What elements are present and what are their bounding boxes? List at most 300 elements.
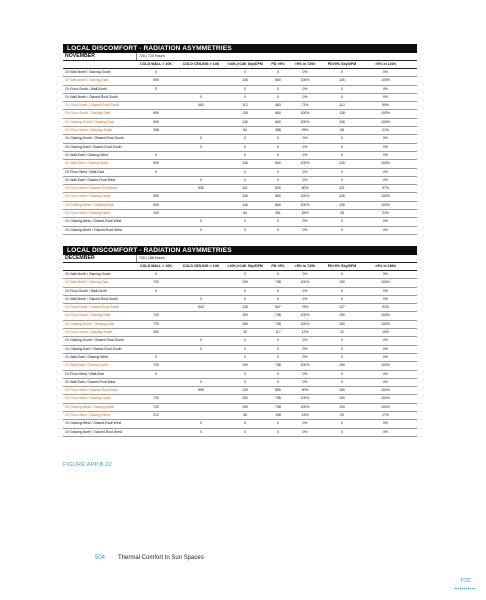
table-cell: 189: [242, 321, 248, 326]
table-cell: 100%: [381, 404, 390, 409]
table-cell: 595: [198, 388, 204, 393]
table-cell: 0: [341, 354, 343, 359]
table-cell: 190: [242, 363, 248, 368]
table-cell: 0: [155, 169, 157, 174]
table-row: [63, 152, 417, 160]
table-cell: 0: [200, 227, 202, 232]
table-cell: 190: [339, 321, 345, 326]
table-cell: 0%: [302, 371, 308, 376]
table-cell: 738: [275, 313, 281, 318]
table-row: [63, 271, 417, 279]
table-cell: [178, 152, 224, 159]
table-cell: 388: [275, 128, 281, 133]
table-cell: 0: [341, 227, 343, 232]
table-cell: 0: [244, 288, 246, 293]
row-label: Ch Glazing-South / Glazing-East: [65, 321, 114, 326]
table-cell: 0: [341, 288, 343, 293]
table-cell: 100%: [300, 363, 310, 368]
table-cell: 0: [341, 421, 343, 426]
table-cell: 0: [277, 429, 279, 434]
table-cell: 0%: [302, 152, 308, 157]
table-cell: [178, 110, 224, 117]
table-cell: 0: [277, 371, 279, 376]
table-cell: 0: [200, 136, 202, 141]
table-cell: 690: [153, 78, 159, 83]
table-cell: [178, 271, 224, 278]
table-cell: 100%: [381, 161, 390, 166]
table-cell: 0%: [383, 421, 388, 426]
table-cell: 0: [244, 371, 246, 376]
table-cell: 542: [198, 305, 204, 310]
row-label: Ch Wall-North / Glazing-South: [65, 272, 111, 276]
table-cell: 0%: [383, 272, 388, 276]
table-cell: 0%: [383, 354, 388, 359]
row-label: Ch Wall-North / Glazing-East: [65, 280, 109, 285]
table-cell: 690: [153, 111, 159, 116]
table-cell: 660: [275, 194, 281, 199]
table-cell: 0%: [383, 371, 388, 376]
table-cell: 0: [244, 70, 246, 74]
table-cell: 0%: [302, 421, 308, 426]
table-cell: 660: [275, 111, 281, 116]
table-cell: 0: [244, 338, 246, 343]
row-label: Ch Floor-West / Glazing-North: [65, 396, 111, 401]
table-cell: 0: [244, 86, 246, 91]
table-cell: 126: [242, 111, 248, 116]
table-cell: 269: [153, 330, 159, 335]
table-cell: 126: [339, 194, 345, 199]
table-cell: 0: [277, 94, 279, 99]
table-cell: 0%: [302, 70, 308, 74]
table-cell: 100%: [300, 111, 310, 116]
table-cell: [178, 119, 224, 126]
table-cell: 127: [339, 305, 345, 310]
table-cell: [134, 94, 178, 101]
table-cell: 0%: [383, 94, 388, 99]
table-cell: 342: [153, 211, 159, 216]
table-cell: 0: [244, 354, 246, 359]
column-headers: [63, 263, 417, 271]
row-label: Ch Floor-West / Glazed-Roof-West: [65, 388, 118, 393]
table-row: [63, 94, 417, 102]
table-cell: 150: [339, 388, 345, 393]
table-cell: 0%: [383, 144, 388, 149]
table-cell: 720: [153, 321, 159, 326]
table-cell: 0%: [302, 379, 308, 384]
table-cell: 0: [341, 296, 343, 301]
table-cell: 0: [341, 371, 343, 376]
table-row: [63, 296, 417, 304]
table-row: [63, 346, 417, 354]
table-row: [63, 185, 417, 193]
table-cell: 720: [153, 363, 159, 368]
table-cell: 190: [339, 280, 345, 285]
table-cell: 738: [275, 404, 281, 409]
row-label: Ch Glazing-North / Glazed-Roof-West: [65, 227, 122, 232]
table-cell: 463: [275, 103, 281, 108]
table-cell: 0: [244, 272, 246, 276]
table-cell: 0%: [302, 227, 308, 232]
table-cell: 660: [275, 78, 281, 83]
table-body: [63, 271, 417, 437]
table-row: [63, 279, 417, 287]
table-cell: 595: [275, 388, 281, 393]
table-cell: 21%: [382, 128, 389, 133]
table-cell: 100%: [300, 202, 310, 207]
table-cell: [178, 354, 224, 361]
month-label: DECEMBER: [65, 255, 95, 261]
table-cell: [134, 387, 178, 394]
table-cell: 0: [244, 136, 246, 141]
column-header: >10K,/>14K Sky/DFM: [227, 62, 263, 66]
page-number: 504: [95, 555, 106, 561]
table-row: [63, 429, 417, 437]
table-cell: 0%: [302, 354, 308, 359]
table-cell: [178, 279, 224, 286]
table-cell: 126: [242, 202, 248, 207]
table-cell: [178, 160, 224, 167]
table-cell: 0: [244, 177, 246, 182]
table-cell: 660: [275, 161, 281, 166]
table-cell: 0: [341, 379, 343, 384]
column-header: >5% in 120h: [375, 62, 396, 66]
table-cell: 738: [275, 396, 281, 401]
table-cell: [178, 210, 224, 217]
table-cell: 0: [341, 94, 343, 99]
table-cell: 100%: [300, 404, 310, 409]
table-cell: [178, 404, 224, 411]
table-cell: 0: [277, 136, 279, 141]
column-header: PD>5% Sky/DFM: [327, 264, 357, 268]
table-row: [63, 144, 417, 152]
table-cell: 0%: [383, 152, 388, 157]
table-cell: 117: [275, 330, 281, 335]
row-label: Ch Floor-South / Glazing-South: [65, 128, 113, 133]
table-cell: 0%: [383, 346, 388, 351]
table-cell: [178, 312, 224, 319]
row-label: Ch Glazing-South / Glazing-East: [65, 119, 114, 124]
table-cell: [134, 296, 178, 303]
table-cell: 660: [275, 119, 281, 124]
row-label: Ch Glazing-West / Glazing-North: [65, 404, 115, 409]
row-label: Ch Wall-East / Glazing-North: [65, 161, 109, 166]
table-row: [63, 288, 417, 296]
table-cell: 100%: [300, 194, 310, 199]
table-row: [63, 354, 417, 362]
column-header: COLD WALL > 10K: [140, 62, 172, 66]
table-cell: 126: [339, 78, 345, 83]
table-cell: 547: [275, 305, 281, 310]
table-cell: 0%: [302, 272, 308, 276]
table-cell: 0: [155, 371, 157, 376]
table-cell: [178, 193, 224, 200]
table-cell: 0%: [302, 219, 308, 224]
table-cell: 190: [242, 396, 248, 401]
table-cell: 0%: [383, 296, 388, 301]
table-cell: 0: [244, 219, 246, 224]
table-body: [63, 69, 417, 235]
table-cell: 0: [244, 152, 246, 157]
table-cell: 0%: [302, 296, 308, 301]
row-label: Ch Glazing-West / Glazed-Roof-West: [65, 421, 122, 426]
row-label: Ch Wall-East / Glazed-Roof-West: [65, 379, 116, 384]
table-row: [63, 387, 417, 395]
table-cell: 0: [341, 152, 343, 157]
row-label: Ch Floor-West / Glazing-West: [65, 413, 110, 418]
table-cell: [178, 395, 224, 402]
table-cell: 90%: [382, 103, 389, 108]
row-label: Ch Floor-West / Glazing-West: [65, 211, 110, 216]
column-header: PD >5%: [271, 264, 285, 268]
table-cell: [134, 144, 178, 151]
december-table: [63, 246, 417, 437]
table-cell: [134, 337, 178, 344]
row-label: Ch Wall-North / Glazed-Roof-South: [65, 296, 119, 301]
table-cell: [134, 185, 178, 192]
month-row: [63, 255, 417, 263]
table-row: [63, 69, 417, 77]
table-cell: 108: [275, 413, 281, 418]
table-cell: [178, 169, 224, 176]
table-row: [63, 337, 417, 345]
table-row: [63, 218, 417, 226]
table-cell: 0: [341, 272, 343, 276]
table-cell: 0%: [383, 70, 388, 74]
table-cell: 130: [242, 388, 248, 393]
table-cell: 720: [153, 313, 159, 318]
row-label: Ch Wall-East / Glazing-North: [65, 363, 109, 368]
table-cell: 26%: [301, 211, 309, 216]
table-cell: 0: [341, 144, 343, 149]
table-row: [63, 193, 417, 201]
table-cell: [134, 429, 178, 436]
table-cell: [178, 288, 224, 295]
table-cell: 0: [244, 144, 246, 149]
table-cell: 0: [341, 169, 343, 174]
table-cell: 80%: [301, 186, 309, 191]
table-cell: 0%: [383, 177, 388, 182]
table-cell: 0: [277, 346, 279, 351]
table-row: [63, 119, 417, 127]
table-cell: 0: [277, 296, 279, 301]
row-label: Ch Floor-South / Glazing-East: [65, 313, 111, 318]
row-label: Ch Floor-South / Wall-North: [65, 86, 107, 91]
table-cell: 121: [242, 186, 248, 191]
table-cell: 0: [277, 152, 279, 157]
row-label: Ch Floor-West / Wall-East: [65, 169, 104, 174]
book-title: Thermal Comfort In Sun Spaces: [118, 555, 204, 561]
table-cell: 90%: [301, 388, 309, 393]
table-cell: 28: [340, 211, 344, 216]
table-cell: 0: [244, 94, 246, 99]
table-row: [63, 404, 417, 412]
table-cell: [178, 362, 224, 369]
row-label: Ch Glazing-North / Glazed-Roof-West: [65, 429, 122, 434]
table-cell: 100%: [300, 313, 310, 318]
table-cell: 75%: [301, 305, 309, 310]
table-cell: [134, 304, 178, 311]
table-cell: [134, 135, 178, 142]
table-cell: 0: [277, 227, 279, 232]
table-cell: 738: [275, 363, 281, 368]
table-row: [63, 321, 417, 329]
hours-label: 720 | 720 Hours: [136, 53, 165, 60]
column-header: [63, 263, 134, 270]
row-label: Ch Floor-West / Wall-East: [65, 371, 104, 376]
table-cell: 100%: [381, 194, 390, 199]
table-cell: 298: [153, 128, 159, 133]
table-cell: [134, 346, 178, 353]
table-cell: 0: [200, 296, 202, 301]
table-cell: 126: [242, 194, 248, 199]
row-label: Ch Glazing-West / Glazed-Roof-West: [65, 219, 122, 224]
table-cell: 530: [275, 186, 281, 191]
table-cell: 0%: [383, 288, 388, 293]
table-cell: 0%: [302, 94, 308, 99]
table-cell: [178, 329, 224, 336]
table-cell: 0: [277, 288, 279, 293]
table-cell: 0%: [302, 177, 308, 182]
table-cell: [178, 127, 224, 134]
table-row: [63, 210, 417, 218]
table-cell: [178, 202, 224, 209]
table-cell: 29%: [301, 128, 309, 133]
table-cell: [178, 77, 224, 84]
row-label: Ch Floor-North / Glazed-Roof-South: [65, 305, 120, 310]
table-row: [63, 110, 417, 118]
row-label: Ch Wall-East / Glazing-West: [65, 354, 108, 359]
table-cell: 0: [200, 338, 202, 343]
row-label: Ch Glazing-South / Glazed-Roof-South: [65, 338, 124, 343]
table-cell: 128: [242, 305, 248, 310]
table-cell: 100%: [300, 280, 310, 285]
table-row: [63, 304, 417, 312]
column-header: >5% in 720h: [294, 264, 316, 268]
table-row: [63, 86, 417, 94]
column-headers: [63, 61, 417, 69]
table-cell: 126: [339, 119, 345, 124]
table-cell: 0%: [383, 219, 388, 224]
table-cell: 190: [339, 313, 345, 318]
table-cell: 0: [341, 70, 343, 74]
table-cell: 126: [242, 119, 248, 124]
table-cell: 0: [341, 338, 343, 343]
table-cell: 0: [277, 70, 279, 74]
hours-label: 720 | 186 Hours: [136, 255, 165, 262]
table-row: [63, 77, 417, 85]
row-label: Ch Glazing-East / Glazed-Roof-South: [65, 144, 122, 149]
table-cell: 12%: [301, 330, 309, 335]
table-cell: 190: [339, 363, 345, 368]
row-label: Ch Glazing-East / Glazed-Roof-South: [65, 346, 122, 351]
table-cell: [134, 420, 178, 427]
month-label: NOVEMBER: [65, 53, 95, 59]
table-cell: 738: [275, 321, 281, 326]
table-cell: 0: [341, 429, 343, 434]
table-cell: 212: [153, 413, 159, 418]
table-cell: 0: [341, 219, 343, 224]
table-cell: 536: [198, 186, 204, 191]
table-cell: 463: [198, 103, 204, 108]
table-row: [63, 135, 417, 143]
table-cell: 28: [340, 128, 344, 133]
table-cell: 0%: [302, 169, 308, 174]
column-header: PD>5% Sky/DFM: [327, 62, 357, 66]
table-row: [63, 177, 417, 185]
column-header: [63, 61, 134, 68]
table-cell: 0: [200, 144, 202, 149]
row-label: Ch Glazing-West / Glazing-North: [65, 202, 115, 207]
table-cell: 100%: [381, 111, 390, 116]
table-cell: 100%: [381, 202, 390, 207]
month-row: [63, 53, 417, 61]
table-cell: 126: [242, 78, 248, 83]
table-cell: 112: [242, 103, 248, 108]
table-cell: 0: [200, 219, 202, 224]
table-cell: 720: [153, 396, 159, 401]
table-cell: 56: [243, 413, 247, 418]
table-cell: 100%: [300, 396, 310, 401]
table-cell: 0: [200, 421, 202, 426]
table-cell: 0: [277, 177, 279, 182]
table-cell: 0%: [383, 136, 388, 141]
toc-link[interactable]: TOC: [460, 578, 472, 584]
table-cell: [134, 102, 178, 109]
table-cell: 0%: [383, 227, 388, 232]
november-table: [63, 44, 417, 235]
table-cell: 351: [275, 211, 281, 216]
row-label: Ch Floor-South / Wall-North: [65, 288, 107, 293]
table-cell: 0%: [302, 429, 308, 434]
table-cell: 84: [243, 211, 247, 216]
row-label: Ch Floor-South / Glazing-East: [65, 111, 111, 116]
table-cell: 190: [242, 280, 248, 285]
table-cell: 22%: [382, 211, 389, 216]
table-cell: 17%: [382, 413, 389, 418]
table-cell: 738: [275, 280, 281, 285]
table-cell: 0: [155, 152, 157, 157]
table-cell: 0: [244, 429, 246, 434]
table-cell: 0%: [302, 346, 308, 351]
table-cell: 100%: [381, 321, 390, 326]
table-cell: [178, 69, 224, 76]
table-cell: 126: [339, 161, 345, 166]
table-cell: 100%: [300, 119, 310, 124]
table-cell: 0%: [302, 338, 308, 343]
table-cell: [134, 177, 178, 184]
table-cell: 0%: [302, 288, 308, 293]
column-header: COLD WALL > 10K: [140, 264, 172, 268]
table-cell: 0: [244, 296, 246, 301]
table-cell: 100%: [381, 119, 390, 124]
table-title: LOCAL DISCOMFORT - RADIATION ASYMMETRIES: [63, 246, 417, 255]
table-cell: 20: [340, 413, 344, 418]
table-cell: 126: [242, 161, 248, 166]
table-row: [63, 362, 417, 370]
table-row: [63, 202, 417, 210]
table-cell: 71%: [301, 103, 309, 108]
table-cell: 0: [277, 338, 279, 343]
table-cell: 0: [244, 346, 246, 351]
column-header: COLD CEILING > 14K: [182, 264, 220, 268]
table-cell: 0: [200, 379, 202, 384]
table-row: [63, 169, 417, 177]
table-cell: [134, 227, 178, 234]
table-cell: 0%: [302, 86, 308, 91]
table-cell: [178, 412, 224, 419]
table-row: [63, 160, 417, 168]
table-cell: 0: [277, 421, 279, 426]
